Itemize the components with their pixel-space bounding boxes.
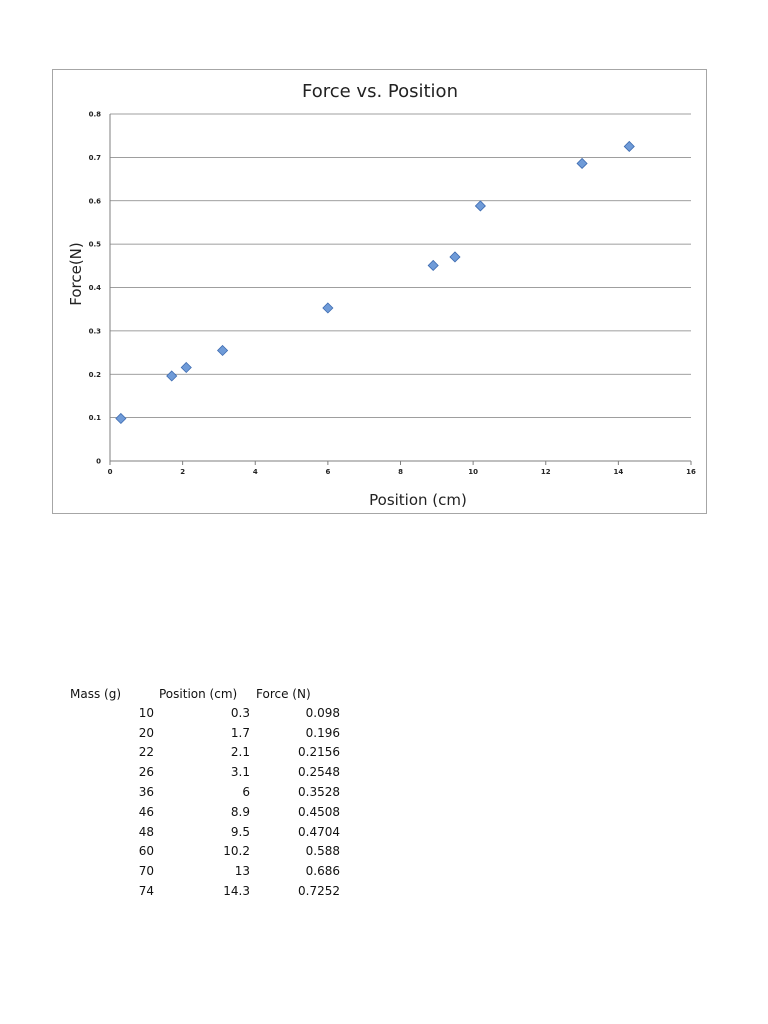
data-point [577,158,587,168]
data-point [428,260,438,270]
cell-mass: 48 [138,824,154,839]
cell-force: 0.098 [305,705,340,720]
table-row [66,782,340,802]
cell-position: 9.5 [230,824,250,839]
column-header-mass: Mass (g) [70,686,122,701]
table-row [66,881,340,901]
data-point [181,362,191,372]
gridlines [110,114,691,418]
data-point [218,345,228,355]
y-tick-label: 0.6 [88,197,101,206]
x-tick-label: 4 [252,468,258,476]
column-header-position: Position (cm) [159,686,238,701]
data-point [624,141,634,151]
x-tick-label: 16 [686,468,696,476]
cell-position: 2.1 [230,745,250,760]
y-tick-label: 0.7 [88,153,101,162]
table-row [66,861,340,881]
cell-position: 1.7 [230,725,250,740]
x-tick-label: 6 [325,468,331,476]
cell-force: 0.7252 [298,884,340,899]
table-row [66,822,340,842]
axes [110,114,691,465]
y-tick-label: 0.2 [88,370,101,379]
cell-force: 0.4508 [298,804,340,819]
cell-force: 0.588 [305,844,340,859]
cell-force: 0.3528 [298,785,340,800]
cell-mass: 74 [138,884,154,899]
cell-force: 0.196 [305,725,340,740]
data-point [475,201,485,211]
data-table [66,684,340,901]
data-point [167,371,177,381]
cell-mass: 10 [138,705,154,720]
cell-position: 0.3 [230,705,250,720]
cell-force: 0.2156 [298,745,340,760]
cell-position: 8.9 [230,804,250,819]
cell-mass: 20 [138,725,154,740]
x-tick-label: 8 [398,468,403,476]
y-tick-label: 0 [96,457,101,466]
table-row [66,723,340,743]
cell-force: 0.4704 [298,824,340,839]
chart-frame [52,69,707,514]
table-row [66,703,340,723]
y-tick-label: 0.1 [88,414,101,423]
table-body [66,703,340,901]
cell-force: 0.686 [305,864,340,879]
chart-title: Force vs. Position [302,81,458,102]
cell-position: 6 [242,785,250,800]
cell-mass: 60 [138,844,154,859]
x-tick-labels [108,468,696,476]
data-point [116,413,126,423]
y-tick-label: 0.5 [88,240,101,249]
x-tick-label: 10 [468,468,478,476]
y-tick-label: 0.4 [88,284,101,292]
cell-mass: 36 [138,785,154,800]
y-tick-labels [89,111,102,466]
table-row [66,743,340,763]
x-tick-label: 14 [613,468,624,476]
cell-mass: 70 [138,864,154,879]
cell-force: 0.2548 [298,765,340,780]
cell-position: 3.1 [230,765,250,780]
x-axis-title: Position (cm) [369,491,467,509]
cell-mass: 46 [138,804,154,819]
table-row [66,762,340,782]
x-tick-label: 12 [540,468,551,476]
scatter-chart [53,70,708,515]
y-tick-label: 0.3 [88,327,101,336]
data-point [323,303,333,313]
y-axis-title: Force(N) [67,242,85,306]
table-row [66,802,340,822]
cell-position: 10.2 [223,844,250,859]
cell-position: 14.3 [223,884,250,899]
y-tick-label: 0.8 [88,110,101,119]
column-header-force: Force (N) [256,686,311,701]
x-tick-label: 2 [180,468,186,476]
table-header-row [66,684,340,703]
cell-position: 13 [234,864,250,879]
data-points [116,141,634,423]
table-row [66,842,340,862]
x-tick-label: 0 [107,468,113,476]
cell-mass: 22 [138,745,154,760]
cell-mass: 26 [138,765,154,780]
data-point [450,252,460,262]
